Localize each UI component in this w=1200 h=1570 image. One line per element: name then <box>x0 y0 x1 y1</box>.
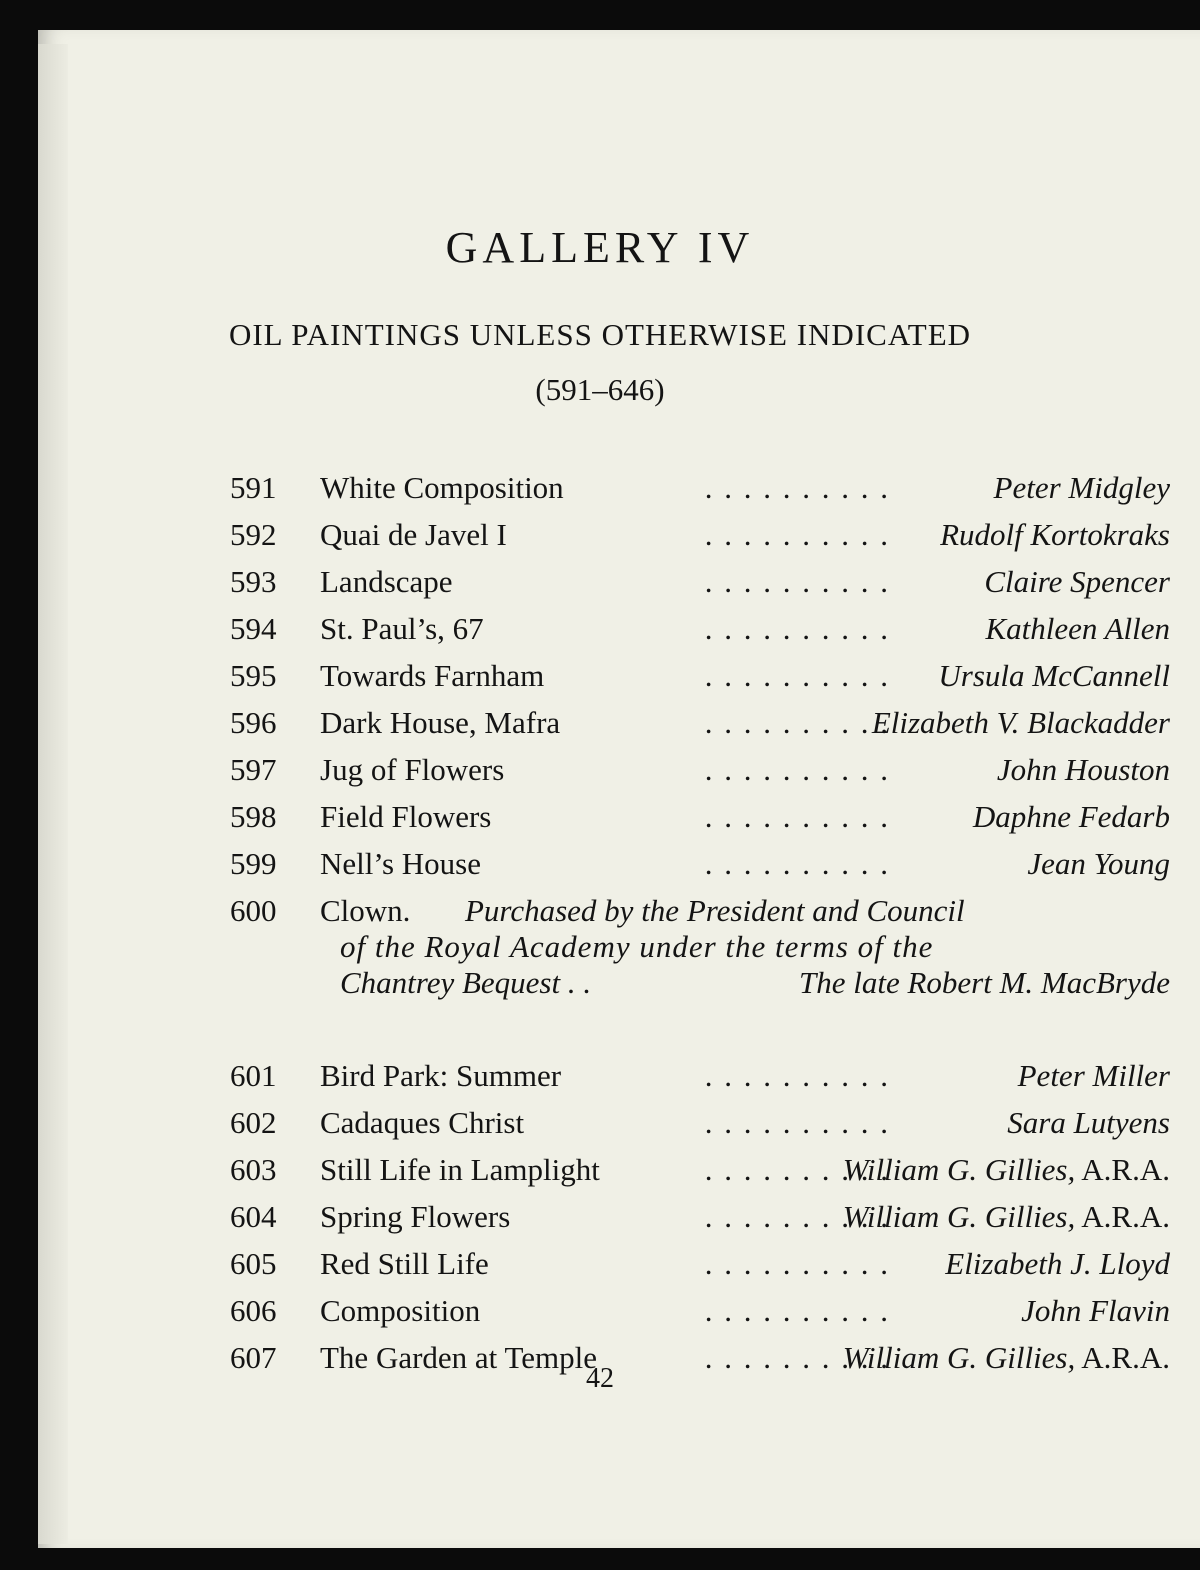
entry-title: St. Paul’s, 67 <box>320 611 484 646</box>
entry-number: 598 <box>230 799 277 834</box>
entry-title: White Composition <box>320 470 564 505</box>
dot-leader: . . . . . . . . . . <box>704 1340 890 1375</box>
entry-artist: Elizabeth V. Blackadder <box>871 705 1170 740</box>
entry-number: 593 <box>230 564 277 599</box>
entry-title: Composition <box>320 1293 481 1328</box>
catalogue-entry <box>0 1152 1200 1199</box>
catalogue-entry <box>0 564 1200 611</box>
artist-honour: A.R.A. <box>1075 1199 1170 1234</box>
dot-leader: . . . . . . . . . . <box>704 799 890 834</box>
entry-number: 601 <box>230 1058 277 1093</box>
entry-number: 595 <box>230 658 277 693</box>
entry-title: Dark House, Mafra <box>320 705 561 740</box>
dot-leader: . . . . . . . . . . <box>704 752 890 787</box>
dot-leader: . . . . . . . . . . <box>704 1058 890 1093</box>
entry-number: 603 <box>230 1152 277 1187</box>
entry-number: 596 <box>230 705 277 740</box>
dot-leader: . . . . . . . . . . <box>704 1105 890 1140</box>
artist-honour: A.R.A. <box>1075 1340 1170 1375</box>
entry-note-line: Chantrey Bequest . . <box>340 965 592 1000</box>
entry-title: Quai de Javel I <box>320 517 507 552</box>
entry-title: Jug of Flowers <box>320 752 505 787</box>
catalogue-entry <box>0 1058 1200 1105</box>
entry-artist: William G. Gillies, A.R.A. <box>842 1152 1170 1187</box>
catalogue-entry <box>0 1293 1200 1340</box>
entry-artist: Peter Miller <box>1017 1058 1170 1093</box>
dot-leader: . . . . . . . . . . <box>704 1152 890 1187</box>
entry-artist: Kathleen Allen <box>985 611 1170 646</box>
dot-leader: . . . . . . . . . . <box>704 846 890 881</box>
entry-number: 607 <box>230 1340 277 1375</box>
entry-title: The Garden at Temple <box>320 1340 598 1375</box>
dot-leader: . . . . . . . . . . <box>704 1199 890 1234</box>
entry-artist: The late Robert M. MacBryde <box>798 965 1170 1000</box>
entry-number: 605 <box>230 1246 277 1281</box>
entry-artist: John Houston <box>996 752 1170 787</box>
entry-number: 602 <box>230 1105 277 1140</box>
entry-artist: William G. Gillies, A.R.A. <box>842 1340 1170 1375</box>
entry-artist: Daphne Fedarb <box>972 799 1170 834</box>
catalogue-entry <box>0 1246 1200 1293</box>
entry-artist: Ursula McCannell <box>938 658 1170 693</box>
catalogue-entry <box>0 658 1200 705</box>
page-number: 42 <box>586 1363 614 1394</box>
gallery-title: GALLERY IV <box>445 223 755 272</box>
catalogue-entry <box>0 846 1200 893</box>
catalogue-entry <box>0 705 1200 752</box>
entry-number: 592 <box>230 517 277 552</box>
entry-artist: Elizabeth J. Lloyd <box>945 1246 1170 1281</box>
entry-number: 591 <box>230 470 277 505</box>
entry-artist: John Flavin <box>1021 1293 1170 1328</box>
entry-title: Bird Park: Summer <box>320 1058 562 1093</box>
entry-title: Field Flowers <box>320 799 492 834</box>
entry-title: Landscape <box>320 564 453 599</box>
entry-artist: Peter Midgley <box>993 470 1170 505</box>
catalogue-entry <box>0 517 1200 564</box>
catalogue-entry <box>0 1105 1200 1152</box>
entry-title: Clown. <box>320 893 411 928</box>
entry-title: Nell’s House <box>320 846 482 881</box>
dot-leader: . . . . . . . . . . <box>704 564 890 599</box>
entry-title: Still Life in Lamplight <box>320 1152 600 1187</box>
entry-artist: William G. Gillies, A.R.A. <box>842 1199 1170 1234</box>
dot-leader: . . . . . . . . . . <box>704 1246 890 1281</box>
catalogue-entry <box>0 1199 1200 1246</box>
entry-artist: Jean Young <box>1027 846 1170 881</box>
dot-leader: . . . . . . . . . . <box>704 705 890 740</box>
entry-number: 597 <box>230 752 277 787</box>
entry-title: Spring Flowers <box>320 1199 511 1234</box>
entry-title: Red Still Life <box>320 1246 489 1281</box>
dot-leader: . . . . . . . . . . <box>704 658 890 693</box>
dot-leader: . . . . . . . . . . <box>704 611 890 646</box>
catalogue-entry <box>0 799 1200 846</box>
entry-number: 594 <box>230 611 277 646</box>
catalogue-entry <box>0 470 1200 517</box>
entry-title: Cadaques Christ <box>320 1105 525 1140</box>
catalogue-entry <box>0 893 1200 1000</box>
entry-artist: Rudolf Kortokraks <box>940 517 1170 552</box>
dot-leader: . . . . . . . . . . <box>704 517 890 552</box>
catalogue-entry <box>0 752 1200 799</box>
entry-number: 599 <box>230 846 277 881</box>
entry-artist: Claire Spencer <box>984 564 1170 599</box>
entry-number: 600 <box>230 893 277 928</box>
dot-leader: . . . . . . . . . . <box>704 470 890 505</box>
entry-title: Towards Farnham <box>320 658 545 693</box>
artist-honour: A.R.A. <box>1075 1152 1170 1187</box>
dot-leader: . . . . . . . . . . <box>704 1293 890 1328</box>
gallery-subtitle: OIL PAINTINGS UNLESS OTHERWISE INDICATED <box>228 317 972 352</box>
entry-note-line: of the Royal Academy under the terms of the <box>340 929 934 964</box>
entry-number: 604 <box>230 1199 277 1234</box>
entry-note-line: Purchased by the President and Council <box>465 893 965 928</box>
catalogue-range: (591–646) <box>535 372 665 407</box>
catalogue-entry <box>0 611 1200 658</box>
entry-number: 606 <box>230 1293 277 1328</box>
entry-artist: Sara Lutyens <box>1007 1105 1170 1140</box>
